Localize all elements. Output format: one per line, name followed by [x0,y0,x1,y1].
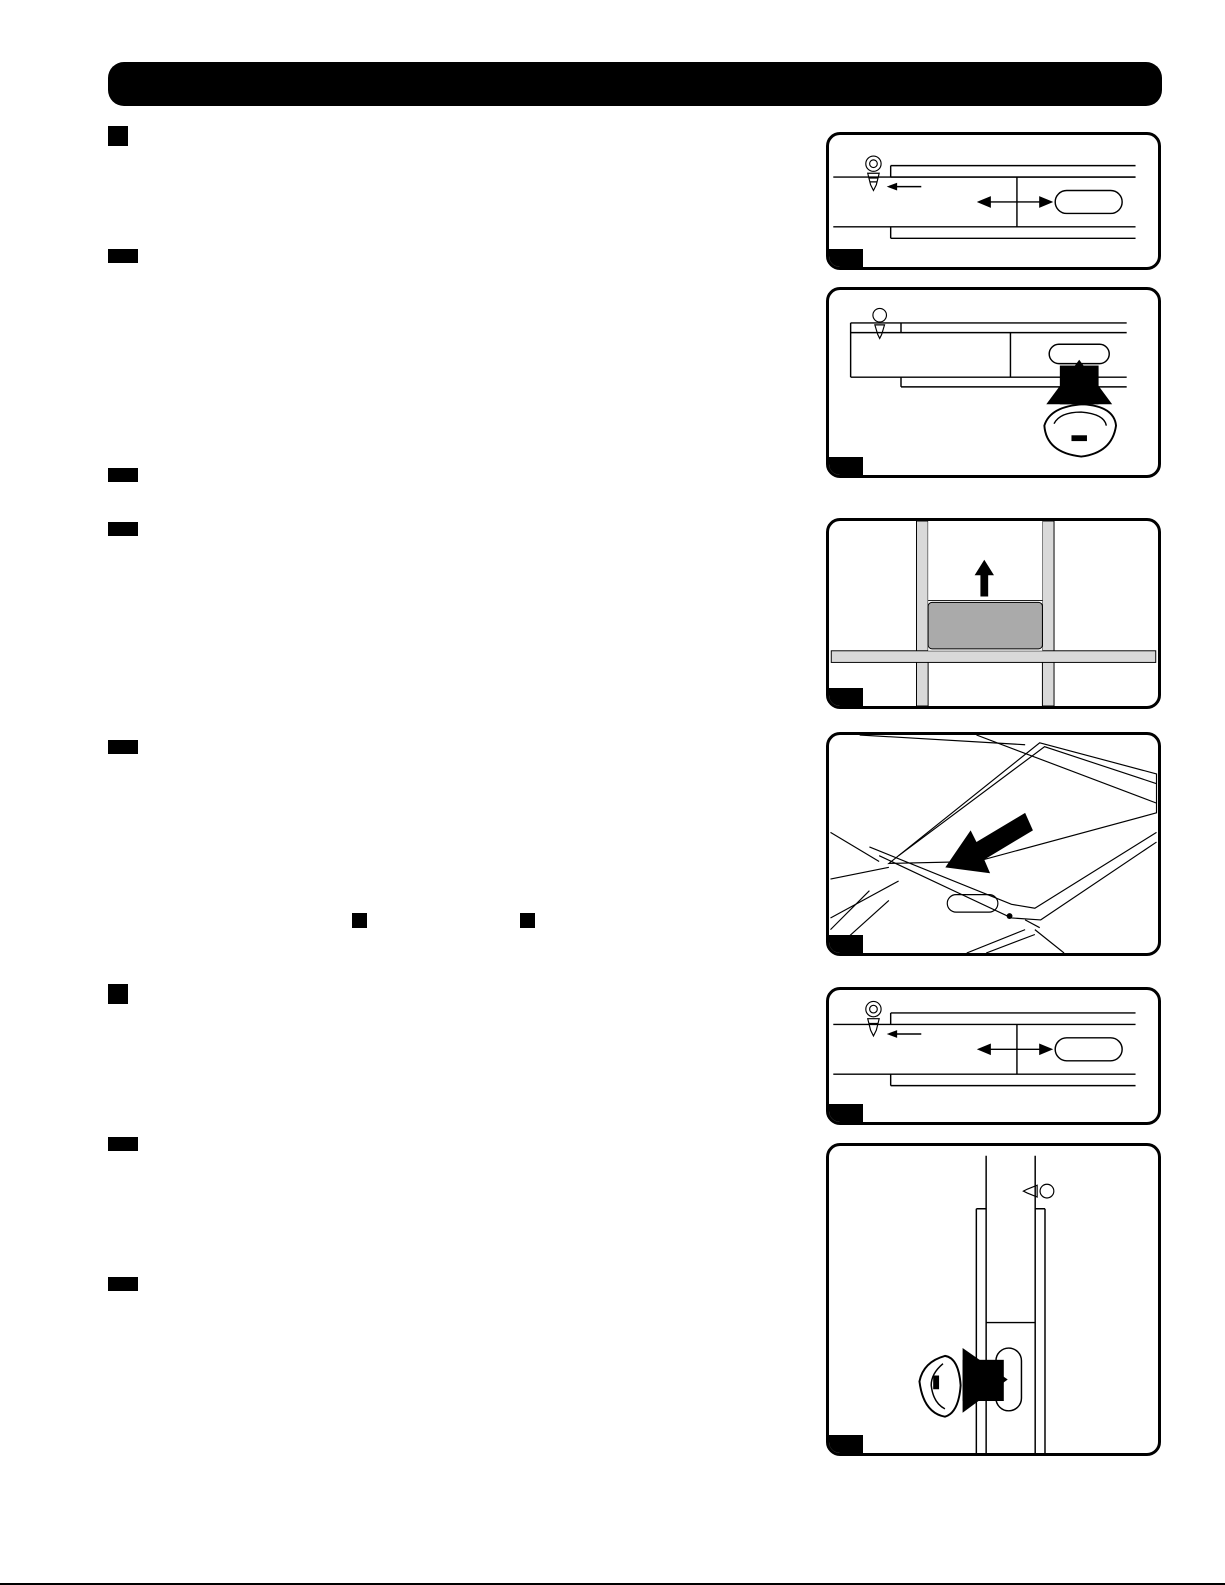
step-marker-2b [108,1277,138,1291]
figure-tab-3 [829,688,863,706]
inline-marker-a [352,913,367,928]
clip-insert-icon [919,1348,1007,1417]
step-marker-1 [108,126,128,146]
double-arrow-icon [979,1045,1052,1055]
figure-panel-4 [826,732,1161,956]
figure-panel-3 [826,518,1161,709]
step-marker-1a [108,249,138,263]
figure-tab-5 [829,1104,863,1122]
rail-vertical-insert-diagram [829,1146,1158,1453]
figure-panel-2 [826,287,1161,478]
figure-panel-1 [826,132,1161,270]
ceiling-tile-lift-diagram [829,521,1158,706]
figure-tab-6 [829,1435,863,1453]
slide-arrow-icon [945,813,1033,873]
tile-slide-diagram [829,735,1158,953]
rail-clip-diagram [829,135,1158,267]
figure-tab-2 [829,457,863,475]
step-marker-2a [108,1137,138,1151]
inline-marker-b [520,913,535,928]
header-bar [108,62,1162,106]
figure-panel-6 [826,1143,1161,1456]
step-marker-1b [108,468,138,482]
screw-icon [866,1001,881,1035]
step-marker-1c [108,522,138,536]
double-arrow-icon [979,197,1052,207]
step-marker-1d [108,740,138,754]
figure-panel-5 [826,987,1161,1125]
clip-insert-icon [1044,360,1116,457]
rail-clip-diagram-2 [829,990,1158,1122]
screw-icon [1023,1184,1053,1198]
step-marker-2 [108,984,128,1004]
rail-clip-insert-diagram [829,290,1158,475]
screw-icon [866,156,881,190]
figure-tab-1 [829,249,863,267]
figure-tab-4 [829,935,863,953]
